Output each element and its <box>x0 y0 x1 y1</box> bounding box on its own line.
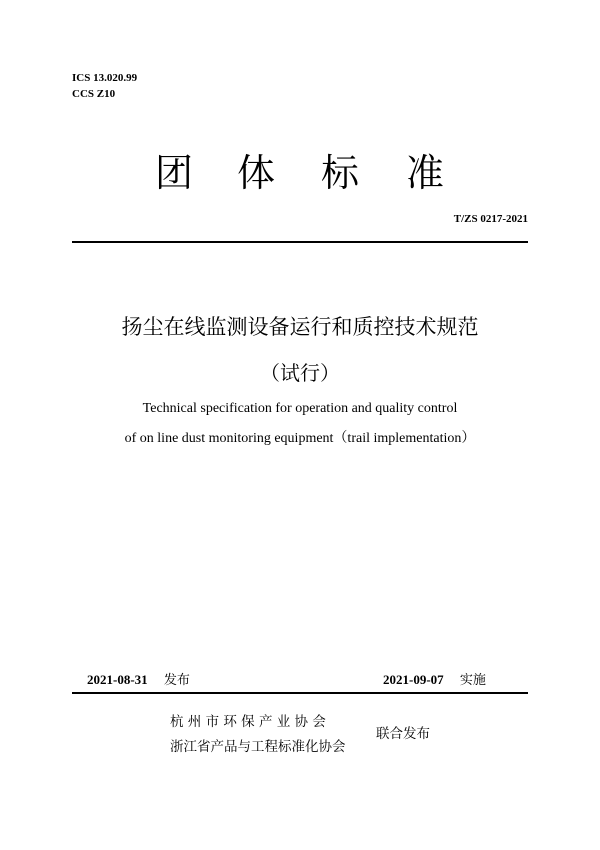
bottom-rule <box>72 692 528 694</box>
ccs-code: CCS Z10 <box>72 88 116 100</box>
top-rule <box>72 241 528 243</box>
heading-char: 团 <box>155 151 194 195</box>
implementation-date-block <box>383 669 486 688</box>
standard-number: T/ZS 0217-2021 <box>453 213 528 225</box>
heading-char: 准 <box>406 151 445 195</box>
publisher-2: 浙江省产品与工程标准化协会 <box>170 739 346 755</box>
heading-char: 体 <box>237 151 276 195</box>
title-cn-subtitle: （试行） <box>260 361 340 385</box>
publishers <box>170 710 346 760</box>
issue-label: 发布 <box>163 673 190 688</box>
title-en-line2: of on line dust monitoring equipment（trail implementation） <box>124 431 476 446</box>
title-cn: 扬尘在线监测设备运行和质控技术规范 <box>121 315 479 339</box>
issue-date: 2021-08-31 <box>87 672 148 687</box>
ics-code: ICS 13.020.99 <box>72 72 138 84</box>
heading-char: 标 <box>321 151 360 195</box>
implementation-date: 2021-09-07 <box>383 672 444 687</box>
publisher-1: 杭 州 市 环 保 产 业 协 会 <box>170 714 326 730</box>
joint-publish-label: 联合发布 <box>376 726 430 742</box>
issue-date-block <box>87 669 190 688</box>
title-en-line1: Technical specification for operation and quality control <box>142 401 458 416</box>
implementation-label: 实施 <box>459 673 486 688</box>
